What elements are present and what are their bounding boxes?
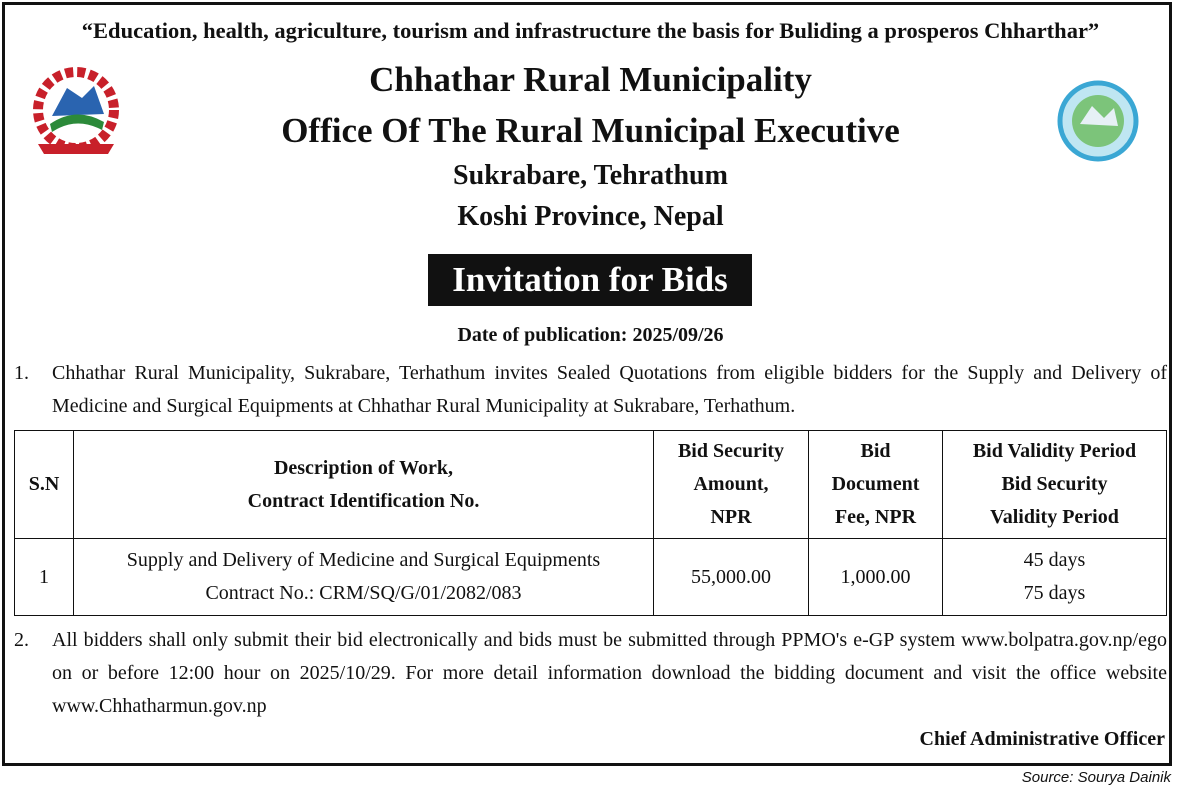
paragraph-text: Chhathar Rural Municipality, Sukrabare, Terhathum invites Sealed Quotations from eligible bidders for the Supply and Delivery of Medicine and Surgical Equipments at Chhathar Rural Municipality at Sukrabare, Terhathum. bbox=[52, 362, 1167, 417]
notice-title: Invitation for Bids bbox=[428, 254, 752, 306]
signature: Chief Administrative Officer bbox=[919, 728, 1165, 750]
table-row bbox=[15, 539, 1167, 616]
municipality-name: Chhathar Rural Municipality bbox=[369, 60, 812, 99]
cell-sn: 1 bbox=[15, 539, 74, 616]
paragraph-text: All bidders shall only submit their bid electronically and bids must be submitted through PPMO's e-GP system www.bolpatra.gov.np/ego on or before 12:00 hour on 2025/10/29. For more detail information download the bidding document and visit the office website www.Chhatharmun.gov.np bbox=[52, 629, 1167, 717]
source-credit: Source: Sourya Dainik bbox=[1021, 769, 1171, 786]
header-bid-security: Bid Security Amount, NPR bbox=[654, 431, 809, 539]
header-sn: S.N bbox=[15, 431, 74, 539]
header-validity: Bid Validity Period Bid Security Validity Period bbox=[943, 431, 1167, 539]
cell-description: Supply and Delivery of Medicine and Surgical Equipments Contract No.: CRM/SQ/G/01/2082/083 bbox=[74, 539, 654, 616]
cell-fee: 1,000.00 bbox=[809, 539, 943, 616]
publication-date: Date of publication: 2025/09/26 bbox=[457, 324, 724, 346]
paragraph-1 bbox=[14, 357, 1167, 423]
table-header-row bbox=[15, 431, 1167, 539]
office-name: Office Of The Rural Municipal Executive bbox=[281, 111, 900, 150]
slogan: “Education, health, agriculture, tourism and infrastructure the basis for Buliding a prosperos Chharthar” bbox=[81, 18, 1100, 43]
office-province: Koshi Province, Nepal bbox=[457, 201, 724, 232]
paragraph-number: 1. bbox=[14, 362, 29, 384]
paragraph-number: 2. bbox=[14, 629, 29, 651]
cell-security: 55,000.00 bbox=[654, 539, 809, 616]
header-document-fee: Bid Document Fee, NPR bbox=[809, 431, 943, 539]
header-description: Description of Work, Contract Identification No. bbox=[74, 431, 654, 539]
office-address: Sukrabare, Tehrathum bbox=[453, 160, 728, 191]
paragraph-2 bbox=[14, 624, 1167, 723]
cell-validity: 45 days 75 days bbox=[943, 539, 1167, 616]
bid-table bbox=[14, 430, 1167, 616]
